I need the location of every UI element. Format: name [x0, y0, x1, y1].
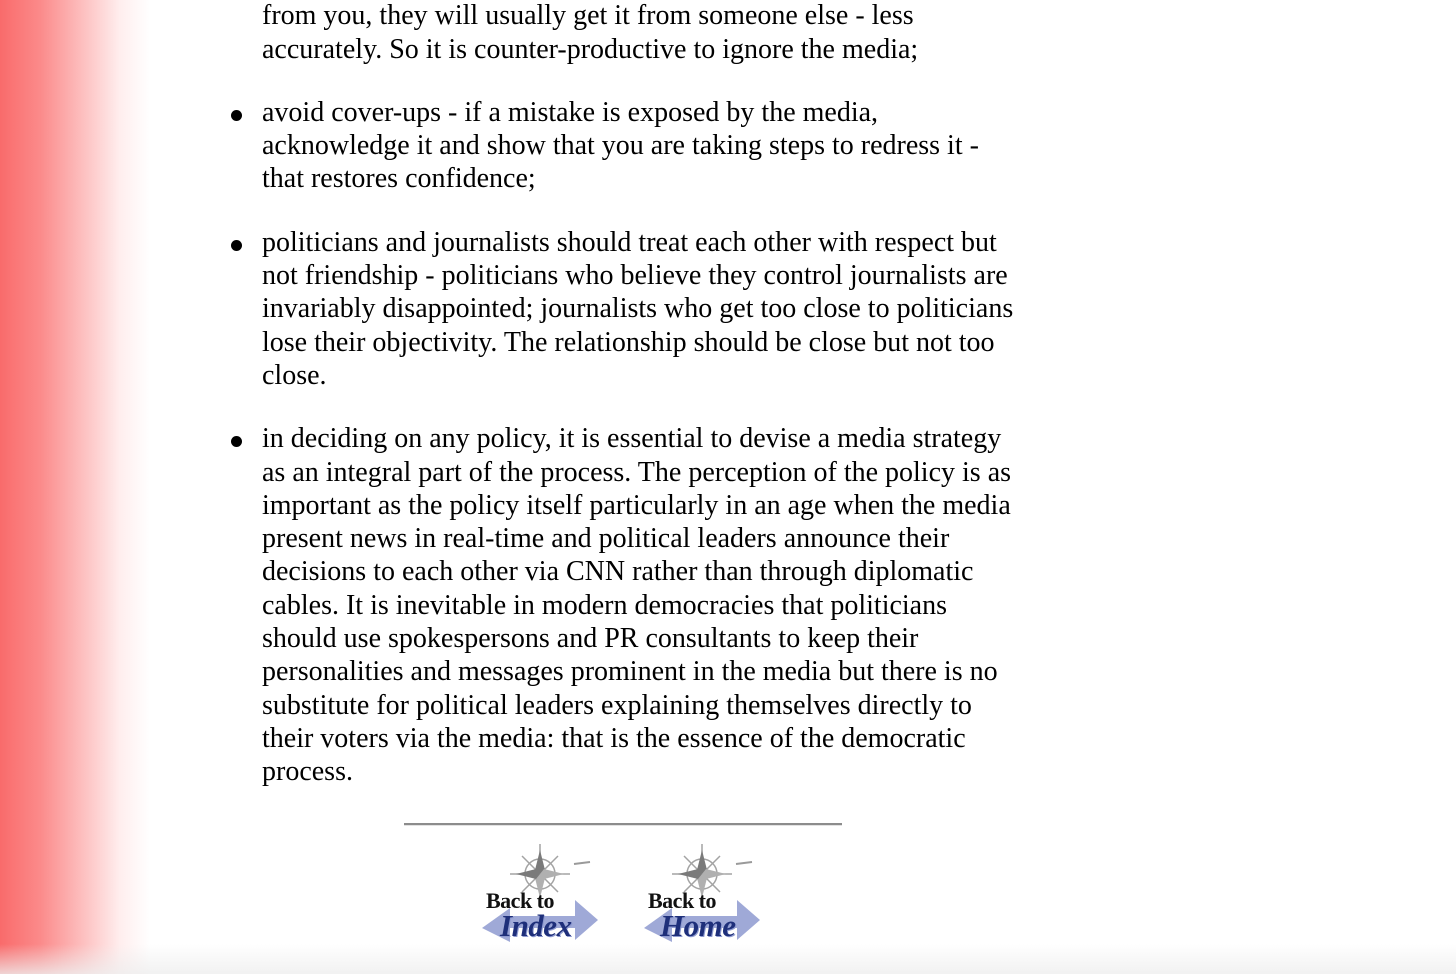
bullet-line: close. — [262, 359, 327, 391]
bullet-line: decisions to each other via CNN rather than through diplomatic — [262, 556, 974, 588]
back-to-label: Back to — [648, 888, 716, 913]
bullet-line: cables. It is inevitable in modern democracies that politicians — [262, 589, 948, 621]
index-label: Index — [500, 908, 572, 943]
bullet-dot-icon — [231, 110, 242, 121]
bullet-dot-icon — [231, 436, 242, 447]
bullet-line: acknowledge it and show that you are taking steps to redress it - — [262, 130, 979, 162]
bullet-line: lose their objectivity. The relationship should be close but not too — [262, 326, 995, 358]
bullet-line: invariably disappointed; journalists who get too close to politicians — [262, 293, 1014, 325]
bullet-line: as an integral part of the process. The perception of the policy is as — [262, 456, 1012, 488]
bottom-edge-shadow — [0, 944, 1456, 974]
bullet-line: present news in real-time and political leaders announce their — [262, 523, 950, 555]
bullet-dot-icon — [231, 240, 242, 251]
list-item — [0, 96, 1062, 196]
bullet-line: substitute for political leaders explaining themselves directly to — [262, 689, 972, 721]
back-to-label: Back to — [486, 888, 554, 913]
bullet-line: personalities and messages prominent in the media but there is no — [262, 656, 998, 688]
bullet-line: important as the policy itself particularly in an age when the media — [262, 489, 1011, 521]
back-to-index-button[interactable] — [470, 838, 610, 948]
bullet-line: politicians and journalists should treat each other with respect but — [262, 226, 997, 258]
bullet-line: should use spokespersons and PR consultants to keep their — [262, 623, 919, 655]
list-item — [0, 422, 1062, 788]
bullet-line: from you, they will usually get it from someone else - less — [262, 0, 914, 32]
list-item — [0, 226, 1062, 392]
list-item — [0, 0, 1062, 66]
bullet-line: not friendship - politicians who believe they control journalists are — [262, 260, 1008, 292]
home-label: Home — [660, 908, 736, 943]
bullet-line: avoid cover-ups - if a mistake is exposed by the media, — [262, 96, 879, 128]
bullet-line: their voters via the media: that is the essence of the democratic — [262, 722, 966, 754]
bullet-line: that restores confidence; — [262, 163, 536, 195]
back-to-home-button[interactable] — [632, 838, 772, 948]
bullet-line: in deciding on any policy, it is essential to devise a media strategy — [262, 423, 1002, 455]
bullet-line: accurately. So it is counter-productive to ignore the media; — [262, 33, 919, 65]
bullet-line: process. — [262, 756, 353, 788]
horizontal-divider — [404, 823, 842, 826]
